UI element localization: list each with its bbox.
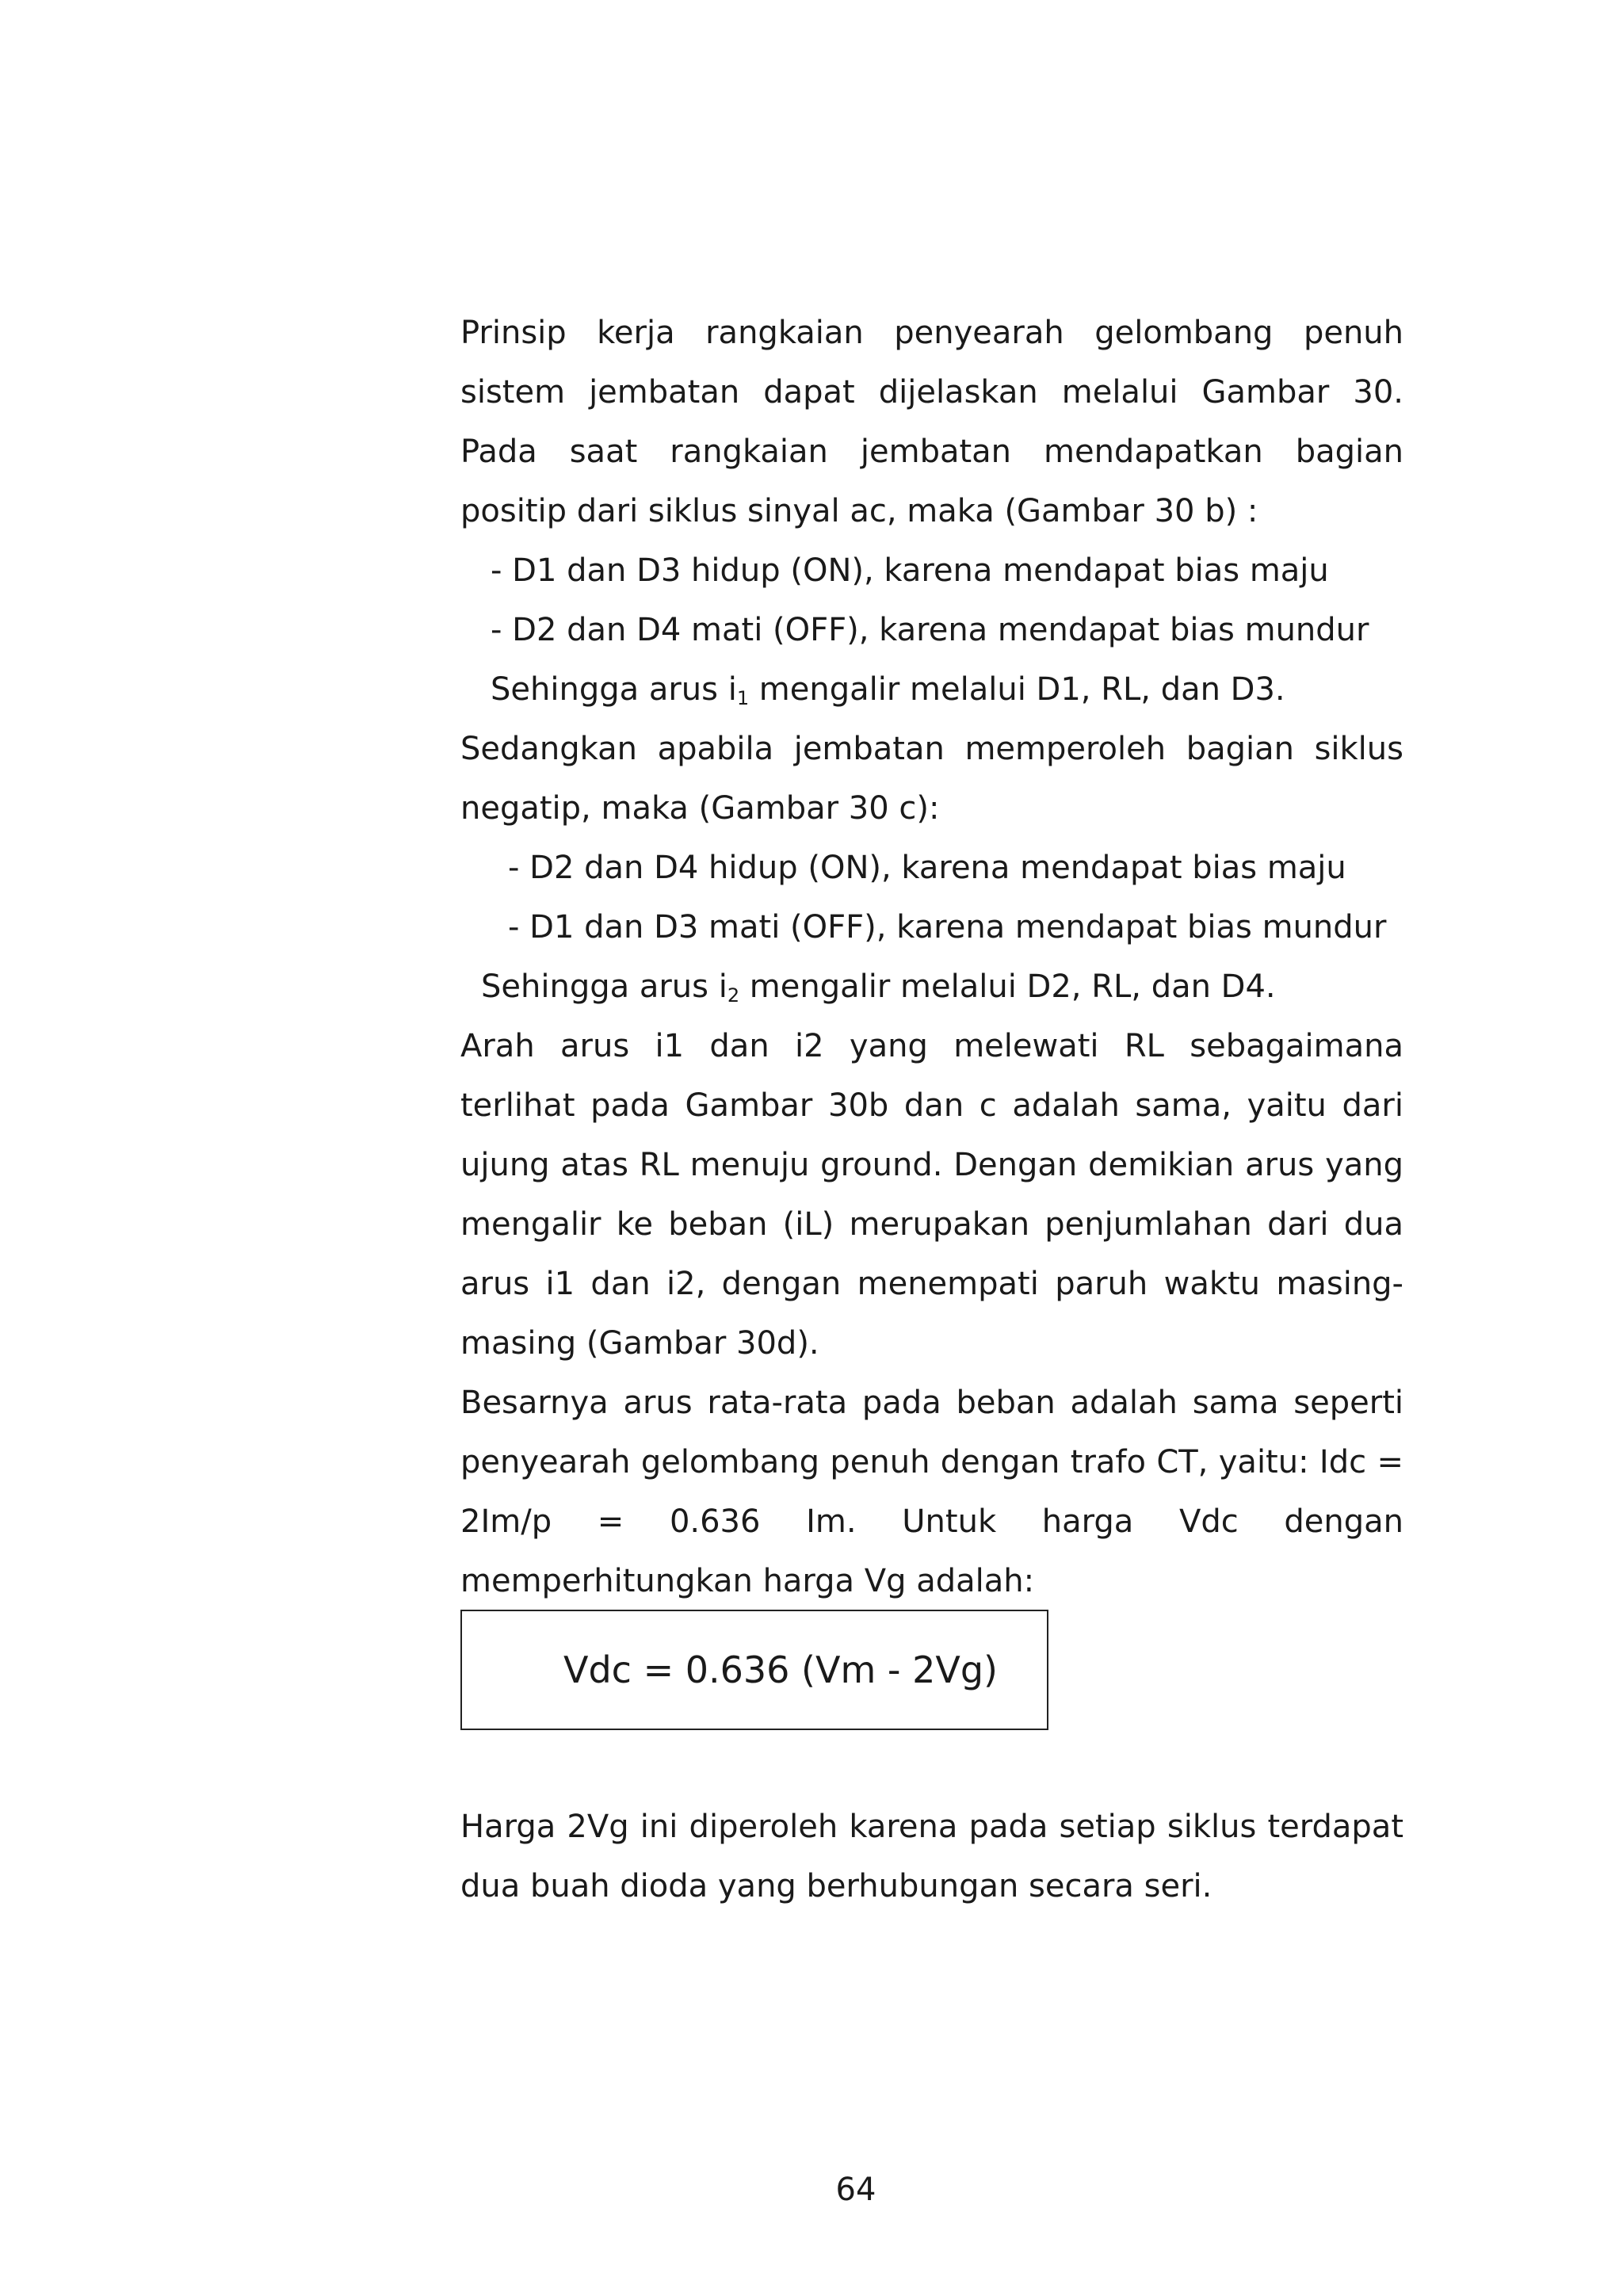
sentence-text: mengalir melalui D1, RL, dan D3. [749, 671, 1285, 708]
page-number: 64 [835, 2172, 876, 2208]
paragraph-average: Besarnya arus rata-rata pada beban adalah sama seperti penyearah gelombang penuh dengan trafo CT, yaitu: Idc = 2Im/p = 0.636 Im. Untuk harga Vdc dengan memperhitungkan harga Vg adalah: [460, 1385, 1403, 1599]
paragraph-direction: Arah arus i1 dan i2 yang melewati RL sebagaimana terlihat pada Gambar 30b dan c adalah sama, yaitu dari ujung atas RL menuju ground. Dengan demikian arus yang mengalir ke beban (iL) merupakan penjumlahan dari dua arus i1 dan i2, dengan menempati paruh waktu masing-masing (Gambar 30d). [460, 1028, 1403, 1362]
list-item: - D2 dan D4 mati (OFF), karena mendapat bias mundur [491, 612, 1369, 648]
paragraph-negative: Sedangkan apabila jembatan memperoleh bagian siklus negatip, maka (Gambar 30 c): [460, 731, 1403, 827]
list-item: - D1 dan D3 mati (OFF), karena mendapat bias mundur [508, 909, 1387, 946]
formula: Vdc = 0.636 (Vm - 2Vg) [563, 1648, 999, 1691]
paragraph-intro: Prinsip kerja rangkaian penyearah gelombang penuh sistem jembatan dapat dijelaskan melalui Gambar 30. Pada saat rangkaian jembatan mendapatkan bagian positip dari siklus sinyal ac, maka (Gambar 30 b) : [460, 315, 1403, 529]
sentence-text: Sehingga arus i [481, 968, 727, 1005]
paragraph-closing [460, 1797, 1403, 1916]
formula-box [460, 1610, 1048, 1730]
closing-text: Harga 2Vg ini diperoleh karena pada setiap siklus terdapat dua buah dioda yang berhubungan secara seri. [460, 1809, 1403, 1904]
subscript: 2 [727, 984, 740, 1007]
list-item: - D2 dan D4 hidup (ON), karena mendapat bias maju [508, 850, 1346, 886]
current-i2-sentence [460, 957, 1403, 1017]
sentence-text: mengalir melalui D2, RL, dan D4. [739, 968, 1276, 1005]
subscript: 1 [736, 687, 750, 709]
sentence-text: Sehingga arus i [491, 671, 737, 708]
body-text [460, 304, 1403, 1611]
list-item: - D1 dan D3 hidup (ON), karena mendapat bias maju [491, 552, 1329, 589]
current-i1-sentence [460, 660, 1403, 720]
